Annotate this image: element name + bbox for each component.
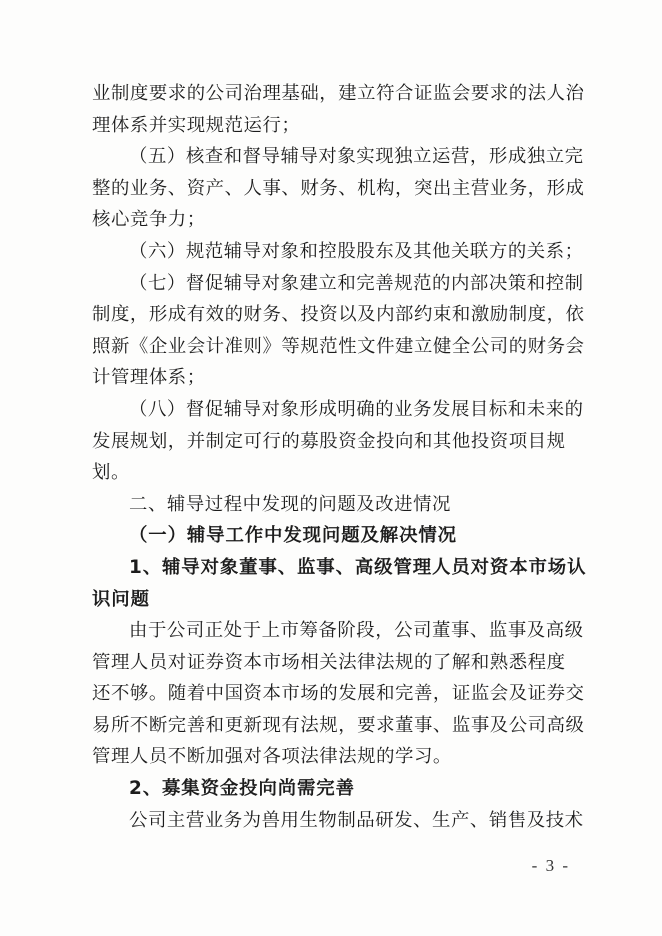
text-line: 照新《企业会计准则》等规范性文件建立健全公司的财务会	[92, 335, 585, 357]
page-number: - 3 -	[531, 856, 570, 875]
text-line: 二、辅导过程中发现的问题及改进情况	[129, 493, 451, 515]
text-line: 业制度要求的公司治理基础，建立符合证监会要求的法人治	[92, 83, 585, 104]
text-line: 识问题	[92, 588, 150, 610]
text-line: 计管理体系；	[92, 367, 206, 389]
text-line: 1、辅导对象董事、监事、高级管理人员对资本市场认	[129, 556, 587, 578]
text-line: （七）督促辅导对象建立和完善规范的内部决策和控制	[129, 272, 584, 294]
text-line: （五）核查和督导辅导对象实现独立运营，形成独立完	[129, 146, 584, 168]
text-line: 2、募集资金投向尚需完善	[129, 778, 355, 800]
text-line: 发展规划，并制定可行的募股资金投向和其他投资项目规	[92, 430, 566, 452]
text-line: 管理人员不断加强对各项法律法规的学习。	[92, 746, 452, 768]
text-line: 划。	[92, 462, 130, 484]
text-line: （六）规范辅导对象和控股股东及其他关联方的关系；	[129, 240, 584, 262]
text-line: 核心竞争力；	[92, 209, 206, 231]
text-line: （一）辅导工作中发现问题及解决情况	[129, 525, 457, 547]
text-line: 整的业务、资产、人事、财务、机构，突出主营业务，形成	[92, 177, 585, 199]
text-line: 理体系并实现规范运行；	[92, 114, 301, 136]
text-line: 易所不断完善和更新现有法规，要求董事、监事及公司高级	[92, 714, 585, 736]
text-line: 由于公司正处于上市筹备阶段，公司董事、监事及高级	[129, 620, 584, 642]
text-line: （八）督促辅导对象形成明确的业务发展目标和未来的	[129, 398, 584, 420]
text-line: 制度，形成有效的财务、投资以及内部约束和激励制度，依	[92, 304, 585, 326]
text-line: 管理人员对证券资本市场相关法律法规的了解和熟悉程度	[92, 651, 566, 673]
text-line: 公司主营业务为兽用生物制品研发、生产、销售及技术	[129, 809, 584, 831]
document-body	[92, 78, 587, 836]
text-line: 还不够。随着中国资本市场的发展和完善，证监会及证券交	[92, 683, 585, 705]
